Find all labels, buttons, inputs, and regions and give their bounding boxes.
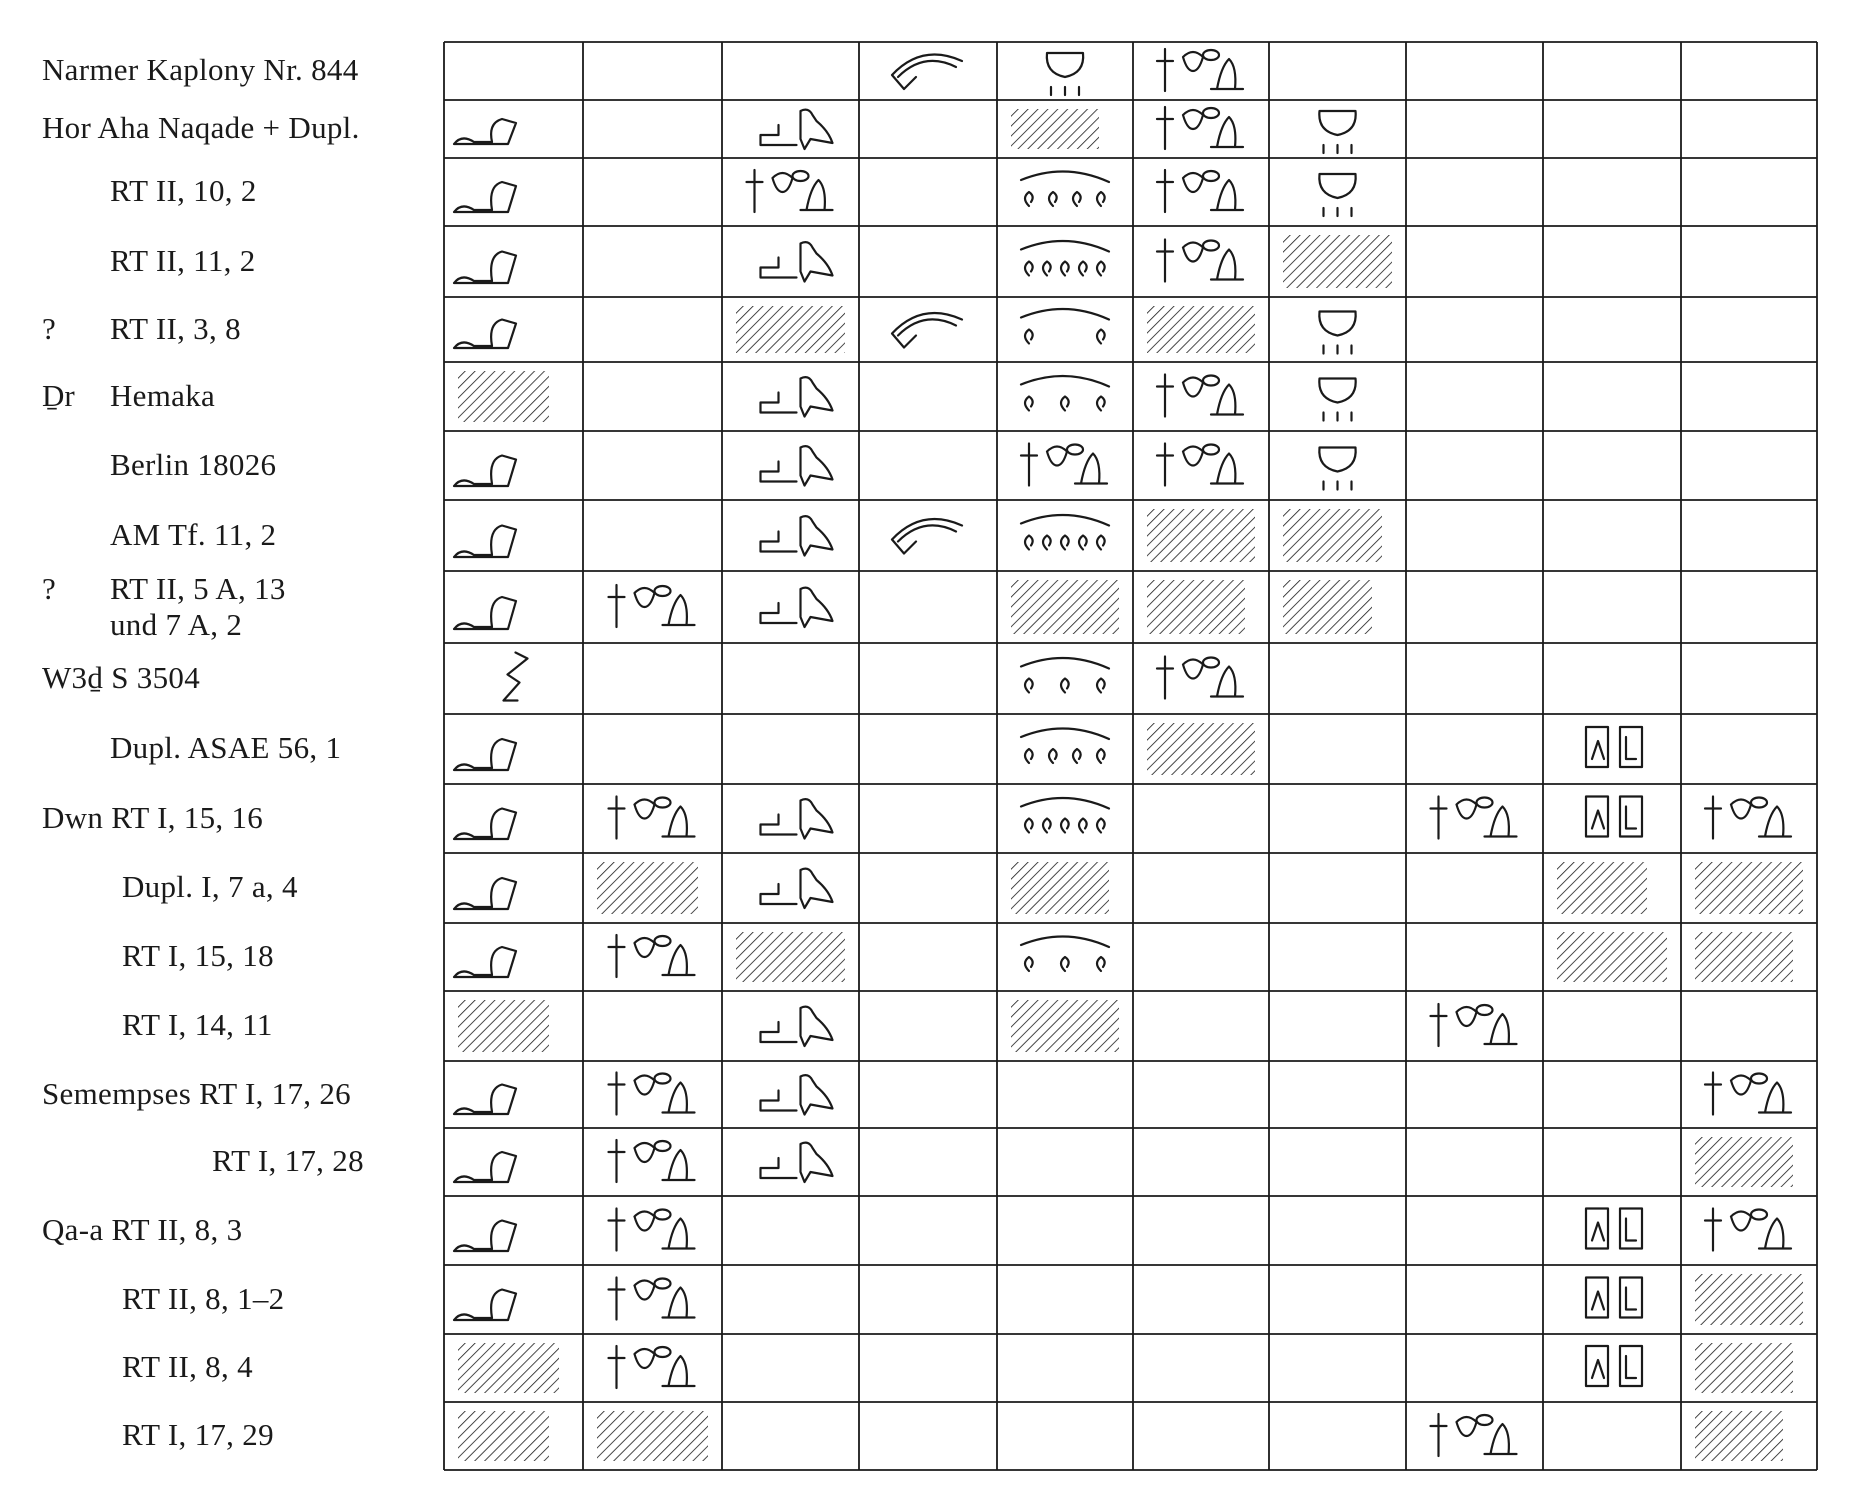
glyph-signs (1705, 1209, 1791, 1251)
row-label: RT II, 8, 1–2 (122, 1280, 285, 1316)
glyph-hatch (1147, 306, 1255, 353)
glyph-arc (892, 519, 962, 553)
glyph-arm (454, 878, 516, 909)
glyph-arc (892, 313, 962, 347)
glyph-bird (761, 110, 833, 149)
glyph-hatch (1557, 932, 1667, 982)
glyph-signs (747, 170, 833, 212)
row-label: RT II, 8, 4 (122, 1349, 253, 1384)
glyph-signs (609, 935, 695, 977)
glyph-bird (761, 377, 833, 416)
glyph-arm (454, 320, 516, 349)
glyph-signs (609, 1209, 695, 1251)
glyph-arm (454, 1085, 516, 1115)
glyph-arm (454, 947, 516, 977)
glyph-arm (454, 739, 516, 770)
glyph-bird (761, 242, 833, 281)
glyph-loop (1021, 171, 1109, 206)
row-label: RT I, 15, 18 (122, 938, 274, 973)
glyph-signs (1157, 240, 1243, 282)
glyph-hatch (1011, 862, 1109, 914)
glyph-hatch (597, 1411, 708, 1461)
glyph-signs (1157, 107, 1243, 149)
glyph-pot (1319, 312, 1355, 354)
glyph-hatch (1147, 580, 1245, 634)
glyph-signs (609, 797, 695, 839)
glyph-signs (1705, 1073, 1791, 1115)
glyph-signs (1021, 444, 1107, 486)
glyph-arm (454, 1221, 516, 1252)
glyph-pot (1319, 174, 1355, 216)
row-label: Semempses RT I, 17, 26 (42, 1075, 351, 1111)
glyph-arm (454, 252, 516, 284)
row-label: RT II, 5 A, 13 (110, 571, 286, 606)
row-label: RT II, 11, 2 (110, 242, 256, 278)
glyph-pot (1319, 379, 1355, 421)
glyph-hatch (736, 306, 845, 353)
glyph-signs (609, 1140, 695, 1182)
glyph-hatch (597, 862, 698, 914)
glyph-signs (1431, 797, 1517, 839)
glyph-signs (1431, 1414, 1517, 1456)
glyph-hatch (1695, 1137, 1793, 1187)
glyph-bird (761, 1143, 833, 1182)
glyph-bird (761, 1075, 833, 1114)
glyph-hatch (1557, 862, 1647, 914)
glyph-loop (1021, 728, 1109, 763)
glyph-hatch (1283, 509, 1382, 562)
glyph-bird (761, 1007, 833, 1046)
row-label: Dupl. ASAE 56, 1 (110, 730, 342, 765)
row-label: Hemaka (110, 377, 216, 413)
row-label: RT II, 10, 2 (110, 173, 257, 208)
glyph-hatch (1011, 1000, 1119, 1052)
glyph-hatch (1695, 1411, 1783, 1461)
glyph-signs (1705, 797, 1791, 839)
row-prefix: ? (42, 571, 56, 606)
glyph-signs (1157, 375, 1243, 417)
glyph-bird (761, 799, 833, 838)
glyph-hatch (458, 1343, 559, 1393)
row-label: Narmer Kaplony Nr. 844 (42, 52, 359, 87)
glyph-signs (609, 1346, 695, 1388)
row-label: Dupl. I, 7 a, 4 (122, 869, 298, 904)
glyph-hatch (1283, 580, 1372, 634)
row-label: Qa-a RT II, 8, 3 (42, 1211, 243, 1247)
glyph-arm (454, 456, 516, 487)
glyph-loop (1021, 936, 1109, 971)
row-label: RT I, 14, 11 (122, 1007, 273, 1042)
glyph-arm (454, 119, 516, 144)
glyph-hatch (458, 1000, 549, 1052)
glyph-hatch (1011, 109, 1099, 149)
glyph-hatch (1695, 1274, 1803, 1325)
glyph-pot (1319, 448, 1355, 490)
glyph-hatch (1147, 509, 1255, 562)
glyph-hatch (1695, 932, 1793, 982)
row-label: RT I, 17, 29 (122, 1417, 274, 1452)
row-label: Dwn RT I, 15, 16 (42, 799, 264, 835)
glyph-signs (609, 1278, 695, 1320)
glyph-loop (1021, 798, 1109, 833)
row-label: Berlin 18026 (110, 446, 277, 482)
glyph-loop (1021, 658, 1109, 693)
glyph-signs (1157, 657, 1243, 699)
glyph-arm (454, 809, 516, 840)
row-label: AM Tf. 11, 2 (110, 516, 277, 552)
glyph-signs (1157, 170, 1243, 212)
glyph-arm (454, 1290, 516, 1321)
glyph-arm (454, 597, 516, 629)
glyph-arm (454, 1152, 516, 1182)
glyph-hatch (1695, 1343, 1793, 1393)
glyph-arm (454, 526, 516, 558)
glyph-hatch (1147, 723, 1255, 775)
glyph-signs (1431, 1004, 1517, 1046)
glyph-loop (1021, 515, 1109, 550)
glyph-signs (609, 585, 695, 627)
glyph-hatch (1283, 235, 1392, 288)
glyph-signs (1157, 444, 1243, 486)
row-prefix: ? (42, 310, 56, 346)
glyph-arm (454, 182, 516, 212)
glyph-loop (1021, 309, 1109, 344)
glyph-box (1586, 1278, 1642, 1318)
glyph-box (1586, 727, 1642, 767)
glyph-signs (1157, 49, 1243, 91)
glyph-hatch (458, 371, 549, 422)
glyph-arc (892, 55, 962, 89)
row-label: RT II, 3, 8 (110, 310, 241, 346)
glyph-bird (761, 869, 833, 908)
glyph-signs (609, 1073, 695, 1115)
glyph-loop (1021, 376, 1109, 411)
glyph-hatch (1695, 862, 1803, 914)
row-label: Hor Aha Naqade + Dupl. (42, 110, 360, 145)
glyph-bird (761, 588, 833, 627)
glyph-pot (1047, 53, 1083, 95)
glyph-box (1586, 797, 1642, 837)
glyph-hatch (1011, 580, 1119, 634)
glyph-snake (504, 653, 528, 701)
glyph-hatch (458, 1411, 549, 1461)
glyph-box (1586, 1209, 1642, 1249)
row-label-continued: und 7 A, 2 (110, 607, 243, 642)
glyph-pot (1319, 111, 1355, 153)
glyph-hatch (736, 932, 845, 982)
glyph-box (1586, 1346, 1642, 1386)
glyph-loop (1021, 241, 1109, 276)
glyph-bird (761, 516, 833, 555)
glyph-bird (761, 446, 833, 485)
row-label: RT I, 17, 28 (212, 1143, 364, 1178)
row-label: W3ḏ S 3504 (42, 659, 200, 695)
row-prefix: Ḏr (42, 377, 75, 413)
